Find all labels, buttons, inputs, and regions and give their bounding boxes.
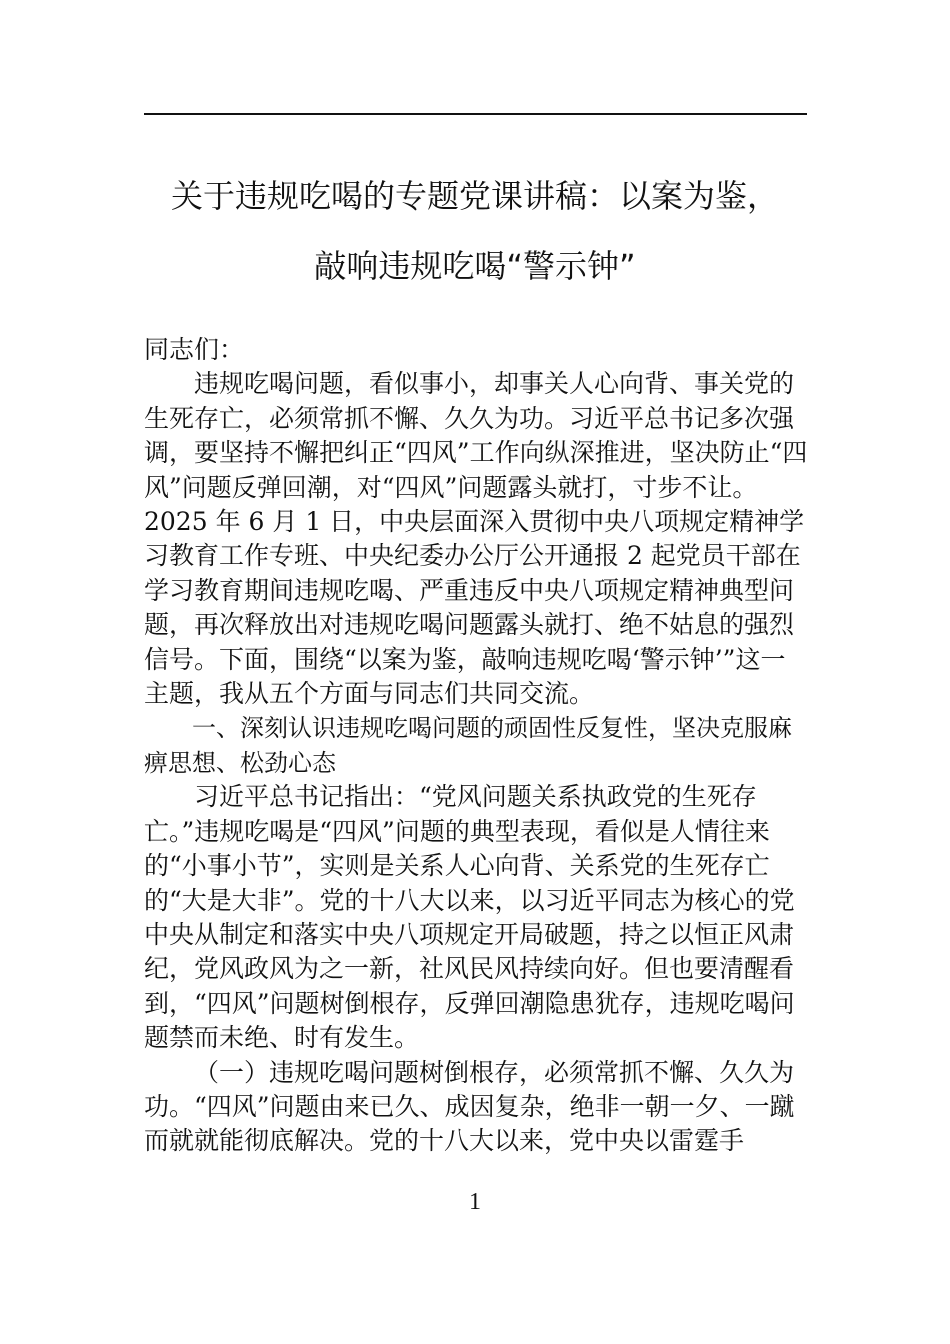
document-title-line-1: 关于违规吃喝的专题党课讲稿：以案为鉴， [170, 177, 779, 215]
page-number: 1 [469, 1189, 481, 1215]
paragraph-intro-part-2: 2025 年 6 月 1 日，中央层面深入贯彻中央八项规定精神学习教育工作专班、中央纪委办公厅公开通报 2 起党员干部在学习教育期间违规吃喝、严重违反中央八项规定精神典型问题，再次释放出对违规吃喝问题露头就打、绝不姑息的强烈信号。下面，围绕“以案为鉴，敲响违规吃喝‘警示钟’”这一主题，我从五个方面与同志们共同交流。 [144, 507, 805, 709]
document-body [144, 333, 808, 1159]
salutation: 同志们： [144, 335, 245, 364]
document-title-line-2: 敲响违规吃喝“警示钟” [314, 247, 636, 285]
paragraph-section-1: 习近平总书记指出：“党风问题关系执政党的生死存亡。”违规吃喝是“四风”问题的典型表现，看似是人情往来的“小事小节”，实则是关系人心向背、关系党的生死存亡的“大是大非”。党的十八大以来，以习近平同志为核心的党中央从制定和落实中央八项规定开局破题，持之以恒正风肃纪，党风政风为之一新，社风民风持续向好。但也要清醒看到，“四风”问题树倒根存，反弹回潮隐患犹存，违规吃喝问题禁而未绝、时有发生。 [144, 782, 795, 1053]
paragraph-intro [144, 367, 808, 711]
paragraph-subsection-1: （一）违规吃喝问题树倒根存，必须常抓不懈、久久为功。“四风”问题由来已久、成因复杂，绝非一朝一夕、一蹴而就就能彻底解决。党的十八大以来，党中央以雷霆手 [144, 1057, 795, 1156]
paragraph-intro-part-1: 违规吃喝问题，看似事小，却事关人心向背、事关党的生死存亡，必须常抓不懈、久久为功。习近平总书记多次强调，要坚持不懈把纠正“四风”工作向纵深推进，坚决防止“四风”问题反弹回潮，对“四风”问题露头就打，寸步不让。 [144, 369, 808, 502]
section-heading-1: 一、深刻认识违规吃喝问题的顽固性反复性，坚决克服麻痹思想、松劲心态 [144, 714, 792, 777]
header-rule [144, 113, 807, 115]
